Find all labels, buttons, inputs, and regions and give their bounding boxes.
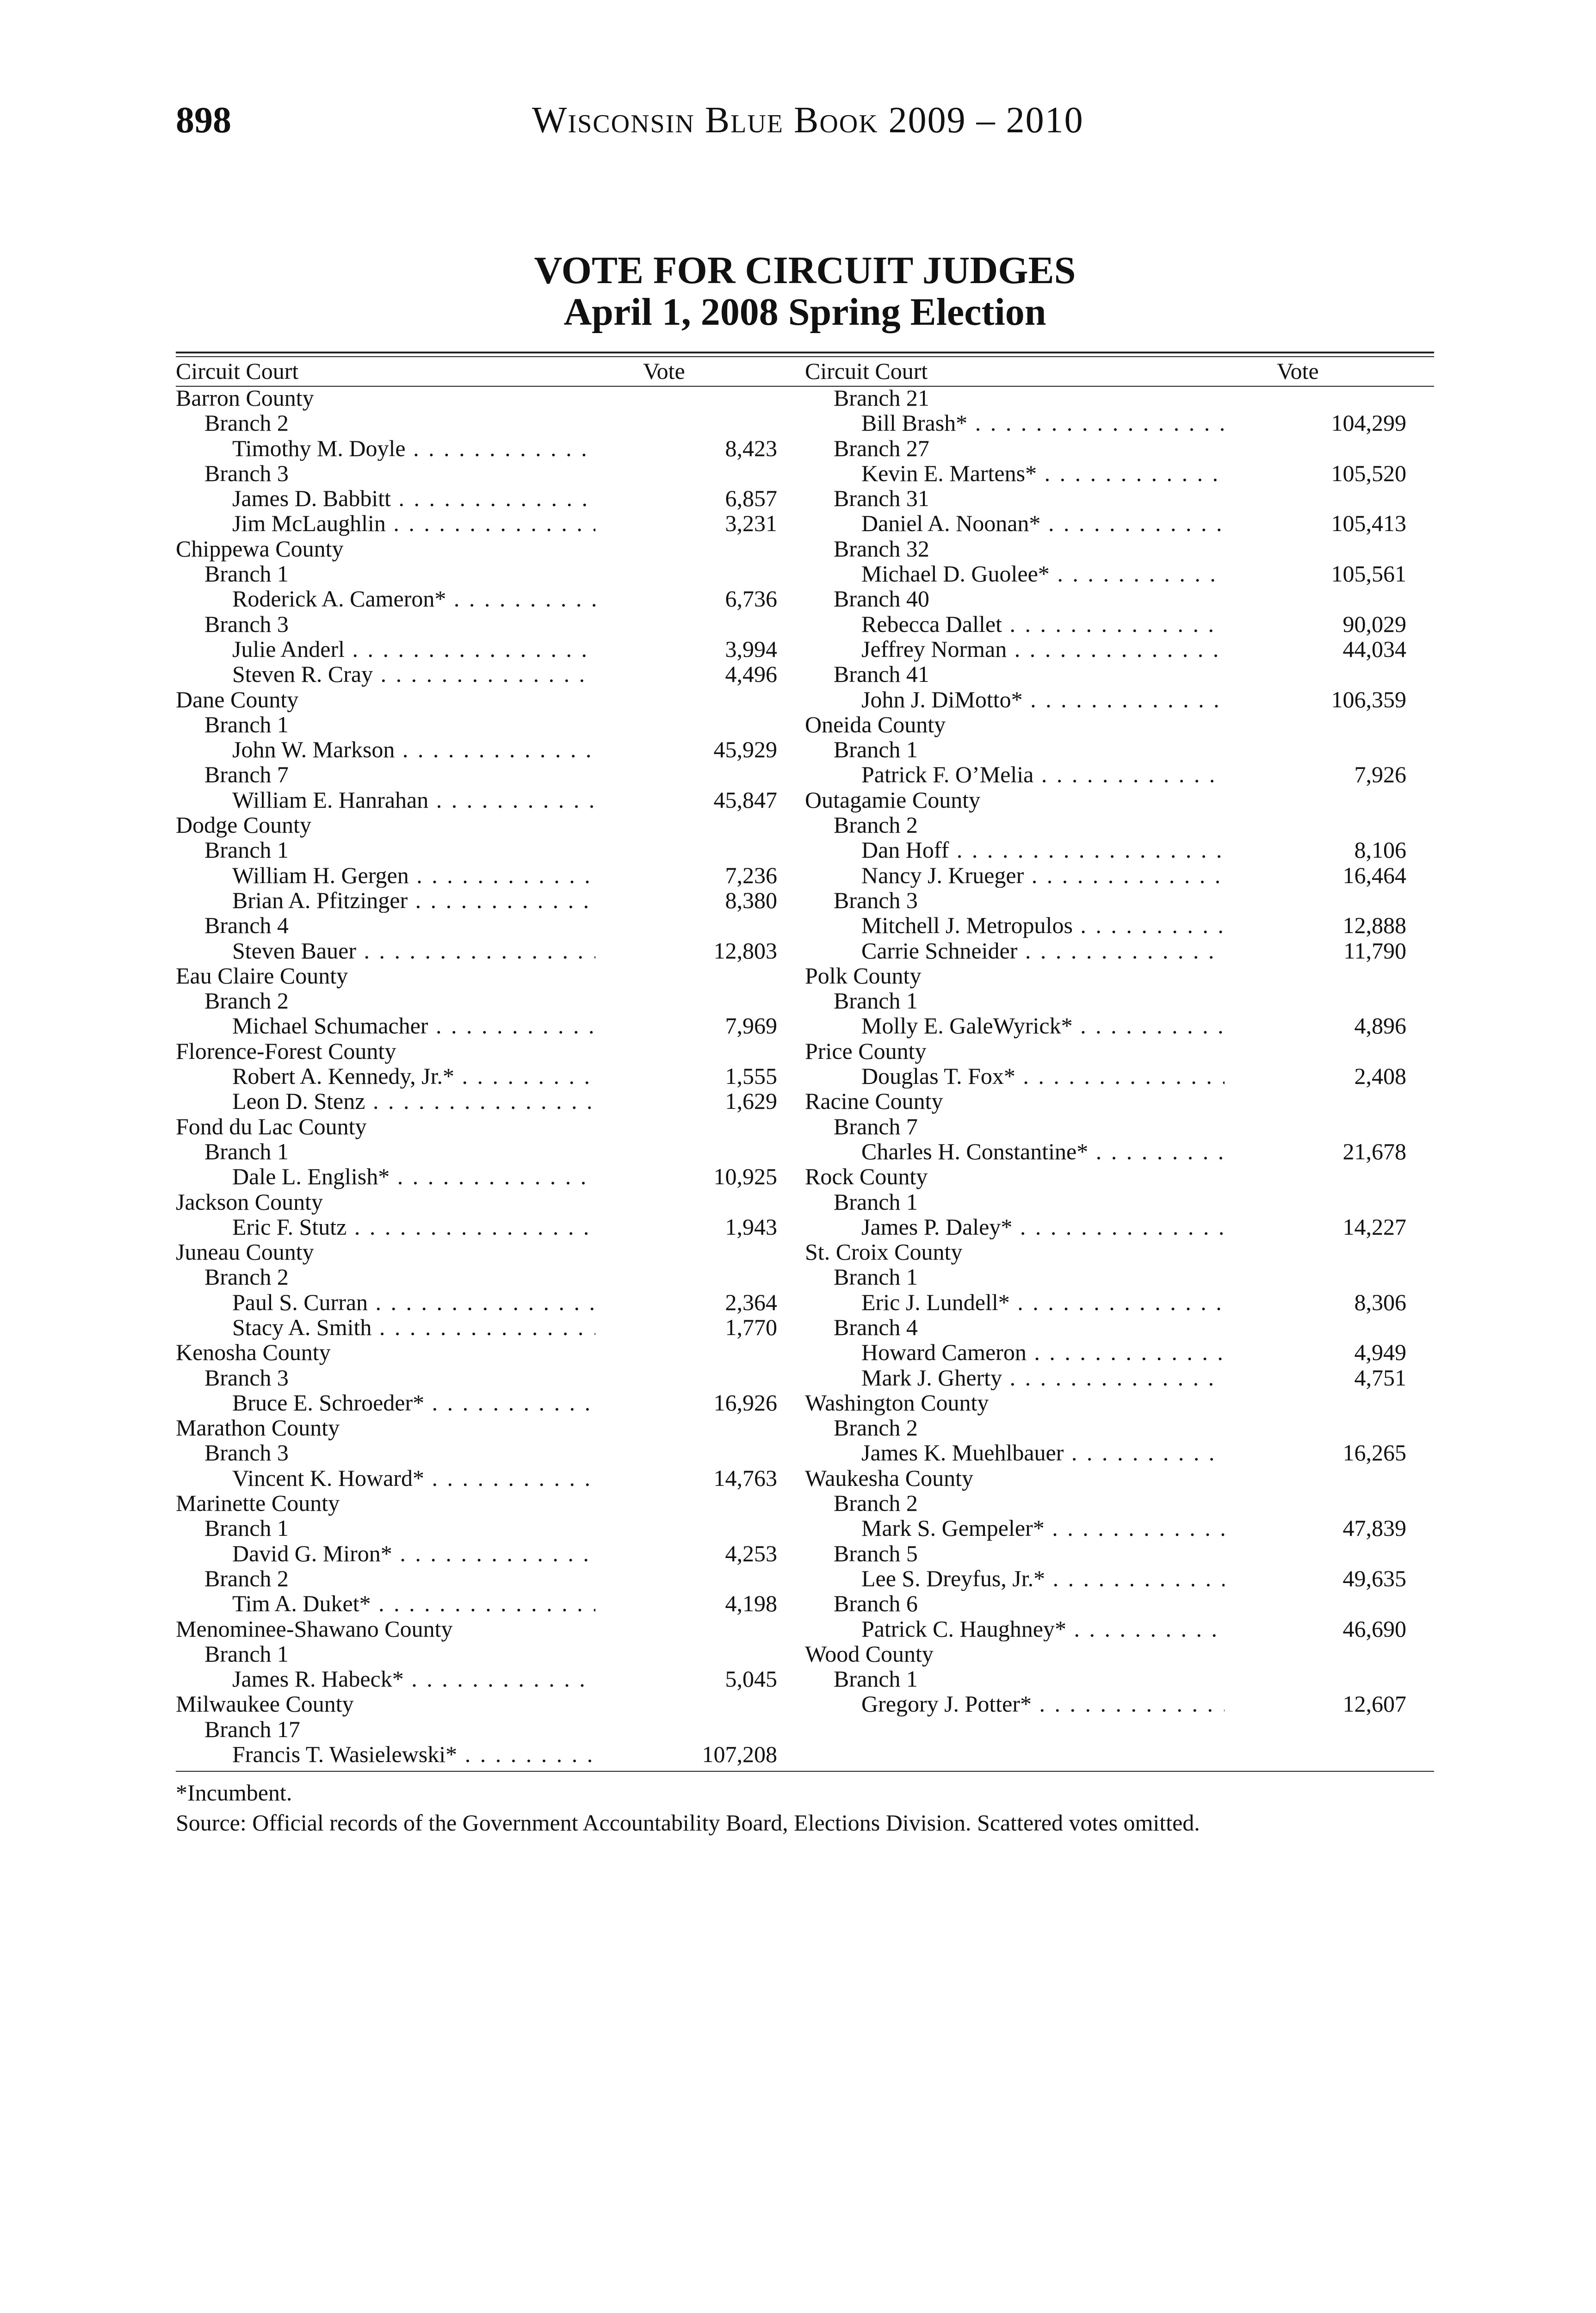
branch-row (176, 1440, 777, 1465)
vote-count: 105,520 (1331, 460, 1406, 486)
candidate-row (805, 687, 1406, 712)
county-row (176, 1691, 777, 1716)
county-label: Menominee-Shawano County (176, 1615, 453, 1642)
candidate-name: Vincent K. Howard* . . . (232, 1466, 595, 1490)
vote-count: 44,034 (1342, 636, 1406, 662)
vote-count: 14,763 (713, 1465, 777, 1491)
branch-row (176, 1566, 777, 1591)
vote-count: 10,925 (713, 1163, 777, 1190)
vote-count: 8,106 (1354, 837, 1406, 863)
candidate-name: Dan Hoff . . . (861, 837, 1225, 862)
table-title: VOTE FOR CIRCUIT JUDGES (534, 249, 1076, 292)
candidate-name: Howard Cameron . . . (861, 1340, 1225, 1365)
vote-count: 7,969 (725, 1013, 777, 1039)
candidate-row (805, 612, 1406, 637)
candidate-row (805, 1064, 1406, 1088)
vote-count: 3,994 (725, 636, 777, 662)
branch-label: Branch 4 (204, 912, 289, 939)
branch-label: Branch 2 (204, 1264, 289, 1290)
county-label: Dane County (176, 686, 299, 712)
vote-count: 1,770 (725, 1314, 777, 1340)
candidate-row (176, 436, 777, 461)
vote-count: 12,888 (1342, 912, 1406, 939)
branch-label: Branch 1 (834, 988, 918, 1014)
branch-label: Branch 1 (834, 1188, 918, 1215)
branch-label: Branch 41 (834, 661, 929, 687)
incumbent-footnote: *Incumbent. (176, 1780, 292, 1806)
candidate-name: Patrick C. Haughney* . . . (861, 1616, 1225, 1641)
county-label: St. Croix County (805, 1239, 963, 1265)
branch-row (176, 410, 777, 435)
branch-label: Branch 3 (204, 460, 289, 486)
county-label: Rock County (805, 1163, 928, 1190)
branch-row (176, 1365, 777, 1390)
candidate-name: James R. Habeck* . . . (232, 1666, 595, 1691)
county-row (805, 1088, 1406, 1113)
branch-row (176, 988, 777, 1013)
vote-count: 12,803 (713, 937, 777, 964)
vote-count: 14,227 (1342, 1213, 1406, 1240)
branch-row (805, 1591, 1406, 1616)
vote-count: 16,926 (713, 1389, 777, 1416)
candidate-name: Gregory J. Potter* . . . (861, 1691, 1225, 1716)
branch-row (805, 436, 1406, 461)
results-table (176, 385, 1434, 1773)
vote-count: 104,299 (1331, 410, 1406, 436)
left-column (176, 385, 777, 1767)
county-label: Racine County (805, 1088, 943, 1114)
candidate-row (176, 1214, 777, 1239)
candidate-row (176, 1591, 777, 1616)
candidate-row (805, 938, 1406, 963)
vote-count: 8,380 (725, 887, 777, 913)
candidate-row (805, 837, 1406, 862)
candidate-name: Eric J. Lundell* . . . (861, 1290, 1225, 1315)
county-row (176, 536, 777, 561)
county-label: Washington County (805, 1389, 989, 1416)
vote-count: 6,857 (725, 485, 777, 512)
vote-count: 1,629 (725, 1088, 777, 1114)
county-row (805, 1390, 1406, 1415)
candidate-name: Jeffrey Norman . . . (861, 637, 1225, 662)
candidate-name: Carrie Schneider . . . (861, 938, 1225, 963)
branch-label: Branch 1 (204, 561, 289, 587)
branch-row (805, 1114, 1406, 1139)
county-label: Chippewa County (176, 535, 344, 562)
candidate-row (176, 888, 777, 913)
branch-row (176, 561, 777, 586)
county-label: Marathon County (176, 1415, 340, 1441)
candidate-row (176, 938, 777, 963)
candidate-row (176, 586, 777, 611)
branch-row (805, 812, 1406, 837)
vote-count: 5,045 (725, 1666, 777, 1692)
county-label: Polk County (805, 962, 922, 989)
vote-count: 11,790 (1343, 937, 1406, 964)
candidate-row (176, 637, 777, 662)
branch-row (805, 486, 1406, 511)
vote-count: 105,561 (1331, 561, 1406, 587)
candidate-row (805, 511, 1406, 536)
branch-label: Branch 3 (204, 611, 289, 637)
county-label: Outagamie County (805, 786, 981, 813)
branch-label: Branch 3 (204, 1440, 289, 1466)
candidate-row (176, 1290, 777, 1315)
branch-label: Branch 27 (834, 435, 929, 461)
candidate-row (805, 561, 1406, 586)
page-number: 898 (176, 100, 231, 141)
vote-count: 90,029 (1342, 611, 1406, 637)
candidate-name: Rebecca Dallet . . . (861, 612, 1225, 637)
candidate-row (805, 461, 1406, 486)
candidate-name: Dale L. English* . . . (232, 1164, 595, 1189)
branch-label: Branch 1 (834, 1666, 918, 1692)
county-row (176, 963, 777, 988)
county-row (176, 1039, 777, 1064)
candidate-row (176, 1390, 777, 1415)
candidate-row (176, 863, 777, 888)
branch-label: Branch 5 (834, 1540, 918, 1566)
branch-label: Branch 1 (204, 837, 289, 863)
vote-count: 4,949 (1354, 1339, 1406, 1366)
branch-row (176, 1515, 777, 1540)
candidate-row (176, 1541, 777, 1566)
candidate-row (176, 1466, 777, 1490)
source-footnote: Source: Official records of the Government Accountability Board, Elections Division. Scattered votes omitted. (176, 1810, 1200, 1836)
candidate-row (176, 511, 777, 536)
branch-label: Branch 1 (204, 1138, 289, 1164)
column-header-court-left: Circuit Court (176, 358, 299, 384)
candidate-row (805, 1340, 1406, 1365)
county-row (176, 1189, 777, 1214)
county-row (176, 812, 777, 837)
candidate-row (176, 1666, 777, 1691)
vote-count: 47,839 (1342, 1515, 1406, 1541)
candidate-name: John J. DiMotto* . . . (861, 687, 1225, 712)
county-row (805, 1164, 1406, 1189)
branch-label: Branch 7 (204, 761, 289, 788)
candidate-row (805, 1515, 1406, 1540)
branch-label: Branch 1 (834, 736, 918, 763)
county-label: Kenosha County (176, 1339, 331, 1366)
branch-label: Branch 1 (204, 1640, 289, 1667)
county-row (176, 1239, 777, 1264)
vote-count: 7,926 (1354, 761, 1406, 788)
candidate-name: Steven R. Cray . . . (232, 662, 595, 686)
branch-label: Branch 1 (204, 711, 289, 737)
branch-row (176, 1139, 777, 1164)
branch-row (805, 662, 1406, 686)
branch-row (176, 612, 777, 637)
county-label: Waukesha County (805, 1465, 973, 1491)
county-label: Florence-Forest County (176, 1038, 396, 1064)
vote-count: 8,306 (1354, 1289, 1406, 1315)
branch-label: Branch 2 (834, 1490, 918, 1516)
branch-row (805, 1189, 1406, 1214)
branch-row (805, 385, 1406, 410)
candidate-name: Eric F. Stutz . . . (232, 1214, 595, 1239)
candidate-row (805, 913, 1406, 938)
vote-count: 45,929 (713, 736, 777, 763)
county-label: Wood County (805, 1640, 934, 1667)
candidate-row (805, 410, 1406, 435)
candidate-row (805, 1566, 1406, 1591)
vote-count: 4,896 (1354, 1013, 1406, 1039)
vote-count: 16,464 (1342, 862, 1406, 888)
branch-label: Branch 32 (834, 535, 929, 562)
branch-row (805, 1415, 1406, 1440)
county-label: Oneida County (805, 711, 946, 737)
branch-row (805, 1541, 1406, 1566)
table-subtitle: April 1, 2008 Spring Election (563, 291, 1046, 334)
candidate-name: Bill Brash* . . . (861, 410, 1225, 435)
candidate-name: Leon D. Stenz . . . (232, 1088, 595, 1113)
vote-count: 4,751 (1354, 1364, 1406, 1391)
candidate-name: Francis T. Wasielewski* . . . (232, 1742, 595, 1767)
branch-label: Branch 40 (834, 586, 929, 612)
candidate-row (805, 863, 1406, 888)
branch-label: Branch 17 (204, 1716, 300, 1742)
vote-count: 7,236 (725, 862, 777, 888)
candidate-row (176, 787, 777, 812)
branch-row (805, 888, 1406, 913)
candidate-row (805, 762, 1406, 787)
candidate-name: Kevin E. Martens* . . . (861, 461, 1225, 486)
candidate-name: Steven Bauer . . . (232, 938, 595, 963)
branch-row (176, 1717, 777, 1742)
candidate-row (176, 486, 777, 511)
candidate-row (805, 1013, 1406, 1038)
branch-label: Branch 2 (204, 988, 289, 1014)
county-label: Milwaukee County (176, 1691, 354, 1717)
column-header-vote-right: Vote (1277, 358, 1319, 384)
column-header-vote-left: Vote (643, 358, 685, 384)
vote-count: 1,555 (725, 1063, 777, 1089)
branch-row (805, 1666, 1406, 1691)
branch-row (805, 1490, 1406, 1515)
title-rule-top (176, 352, 1434, 353)
candidate-name: Mitchell J. Metropulos . . . (861, 913, 1225, 938)
candidate-name: James K. Muehlbauer . . . (861, 1440, 1225, 1465)
candidate-name: Molly E. GaleWyrick* . . . (861, 1013, 1225, 1038)
candidate-row (176, 1064, 777, 1088)
candidate-name: James P. Daley* . . . (861, 1214, 1225, 1239)
county-row (176, 687, 777, 712)
branch-label: Branch 31 (834, 485, 929, 512)
branch-label: Branch 2 (204, 1565, 289, 1591)
vote-count: 107,208 (702, 1741, 777, 1768)
branch-row (176, 837, 777, 862)
candidate-name: David G. Miron* . . . (232, 1541, 595, 1566)
vote-count: 4,253 (725, 1540, 777, 1566)
candidate-name: Timothy M. Doyle . . . (232, 436, 595, 461)
candidate-name: Michael Schumacher . . . (232, 1013, 595, 1038)
candidate-name: William H. Gergen . . . (232, 863, 595, 888)
candidate-row (805, 1214, 1406, 1239)
county-label: Juneau County (176, 1239, 314, 1265)
vote-count: 4,198 (725, 1590, 777, 1617)
branch-label: Branch 2 (204, 410, 289, 436)
candidate-name: Michael D. Guolee* . . . (861, 561, 1225, 586)
candidate-row (176, 662, 777, 686)
branch-row (805, 737, 1406, 762)
vote-count: 4,496 (725, 661, 777, 687)
running-head: Wisconsin Blue Book 2009 – 2010 (532, 100, 1084, 141)
county-row (176, 1415, 777, 1440)
vote-count: 2,364 (725, 1289, 777, 1315)
candidate-name: Paul S. Curran . . . (232, 1290, 595, 1315)
candidate-name: Julie Anderl . . . (232, 637, 595, 662)
candidate-row (805, 1139, 1406, 1164)
candidate-name: Charles H. Constantine* . . . (861, 1139, 1225, 1164)
branch-label: Branch 21 (834, 385, 929, 411)
candidate-name: Jim McLaughlin . . . (232, 511, 595, 536)
candidate-name: Brian A. Pfitzinger . . . (232, 888, 595, 913)
county-label: Price County (805, 1038, 927, 1064)
branch-row (176, 1264, 777, 1289)
candidate-name: Bruce E. Schroeder* . . . (232, 1390, 595, 1415)
county-row (805, 1641, 1406, 1666)
candidate-row (805, 1440, 1406, 1465)
candidate-row (805, 1290, 1406, 1315)
branch-label: Branch 3 (834, 887, 918, 913)
candidate-name: Tim A. Duket* . . . (232, 1591, 595, 1616)
county-label: Barron County (176, 385, 314, 411)
vote-count: 1,943 (725, 1213, 777, 1240)
candidate-name: Douglas T. Fox* . . . (861, 1064, 1225, 1088)
county-label: Dodge County (176, 812, 312, 838)
branch-row (805, 536, 1406, 561)
column-header-court-right: Circuit Court (805, 358, 928, 384)
vote-count: 46,690 (1342, 1615, 1406, 1642)
county-row (176, 1340, 777, 1365)
vote-count: 12,607 (1342, 1691, 1406, 1717)
candidate-row (805, 1616, 1406, 1641)
branch-row (176, 461, 777, 486)
candidate-name: James D. Babbitt . . . (232, 486, 595, 511)
branch-label: Branch 7 (834, 1113, 918, 1139)
candidate-name: Roderick A. Cameron* . . . (232, 586, 595, 611)
branch-label: Branch 2 (834, 812, 918, 838)
county-label: Jackson County (176, 1188, 323, 1215)
vote-count: 3,231 (725, 510, 777, 537)
candidate-row (176, 737, 777, 762)
vote-count: 49,635 (1342, 1565, 1406, 1591)
county-row (805, 1466, 1406, 1490)
branch-row (805, 586, 1406, 611)
candidate-name: Stacy A. Smith . . . (232, 1315, 595, 1340)
candidate-row (176, 1088, 777, 1113)
county-row (805, 1039, 1406, 1064)
candidate-name: John W. Markson . . . (232, 737, 595, 762)
vote-count: 106,359 (1331, 686, 1406, 712)
branch-label: Branch 3 (204, 1364, 289, 1391)
branch-row (805, 1315, 1406, 1340)
candidate-name: Nancy J. Krueger . . . (861, 863, 1225, 888)
vote-count: 105,413 (1331, 510, 1406, 537)
county-row (805, 963, 1406, 988)
vote-count: 8,423 (725, 435, 777, 461)
vote-count: 16,265 (1342, 1440, 1406, 1466)
page-header (176, 95, 1420, 146)
candidate-row (805, 1691, 1406, 1716)
candidate-row (176, 1742, 777, 1767)
branch-label: Branch 1 (204, 1515, 289, 1541)
county-row (805, 712, 1406, 737)
county-row (176, 1114, 777, 1139)
vote-count: 2,408 (1354, 1063, 1406, 1089)
candidate-row (176, 1013, 777, 1038)
branch-row (805, 1264, 1406, 1289)
county-row (176, 385, 777, 410)
branch-row (176, 712, 777, 737)
candidate-row (176, 1315, 777, 1340)
branch-row (176, 1641, 777, 1666)
county-row (805, 787, 1406, 812)
county-label: Marinette County (176, 1490, 340, 1516)
candidate-name: Robert A. Kennedy, Jr.* . . . (232, 1064, 595, 1088)
branch-row (176, 913, 777, 938)
candidate-row (805, 637, 1406, 662)
county-row (176, 1490, 777, 1515)
candidate-row (805, 1365, 1406, 1390)
table-bottom-rule (176, 1771, 1434, 1772)
county-row (805, 1239, 1406, 1264)
candidate-name: Patrick F. O’Melia . . . (861, 762, 1225, 787)
branch-row (176, 762, 777, 787)
branch-label: Branch 6 (834, 1590, 918, 1617)
candidate-name: Lee S. Dreyfus, Jr.* . . . (861, 1566, 1225, 1591)
branch-label: Branch 2 (834, 1415, 918, 1441)
candidate-row (176, 1164, 777, 1189)
branch-label: Branch 4 (834, 1314, 918, 1340)
branch-row (805, 988, 1406, 1013)
county-label: Fond du Lac County (176, 1113, 367, 1139)
vote-count: 21,678 (1342, 1138, 1406, 1164)
vote-count: 6,736 (725, 586, 777, 612)
candidate-name: William E. Hanrahan . . . (232, 787, 595, 812)
branch-label: Branch 1 (834, 1264, 918, 1290)
county-label: Eau Claire County (176, 962, 348, 989)
right-column (805, 385, 1406, 1717)
candidate-name: Mark S. Gempeler* . . . (861, 1515, 1225, 1540)
county-row (176, 1616, 777, 1641)
candidate-name: Daniel A. Noonan* . . . (861, 511, 1225, 536)
vote-count: 45,847 (713, 786, 777, 813)
candidate-name: Mark J. Gherty . . . (861, 1365, 1225, 1390)
